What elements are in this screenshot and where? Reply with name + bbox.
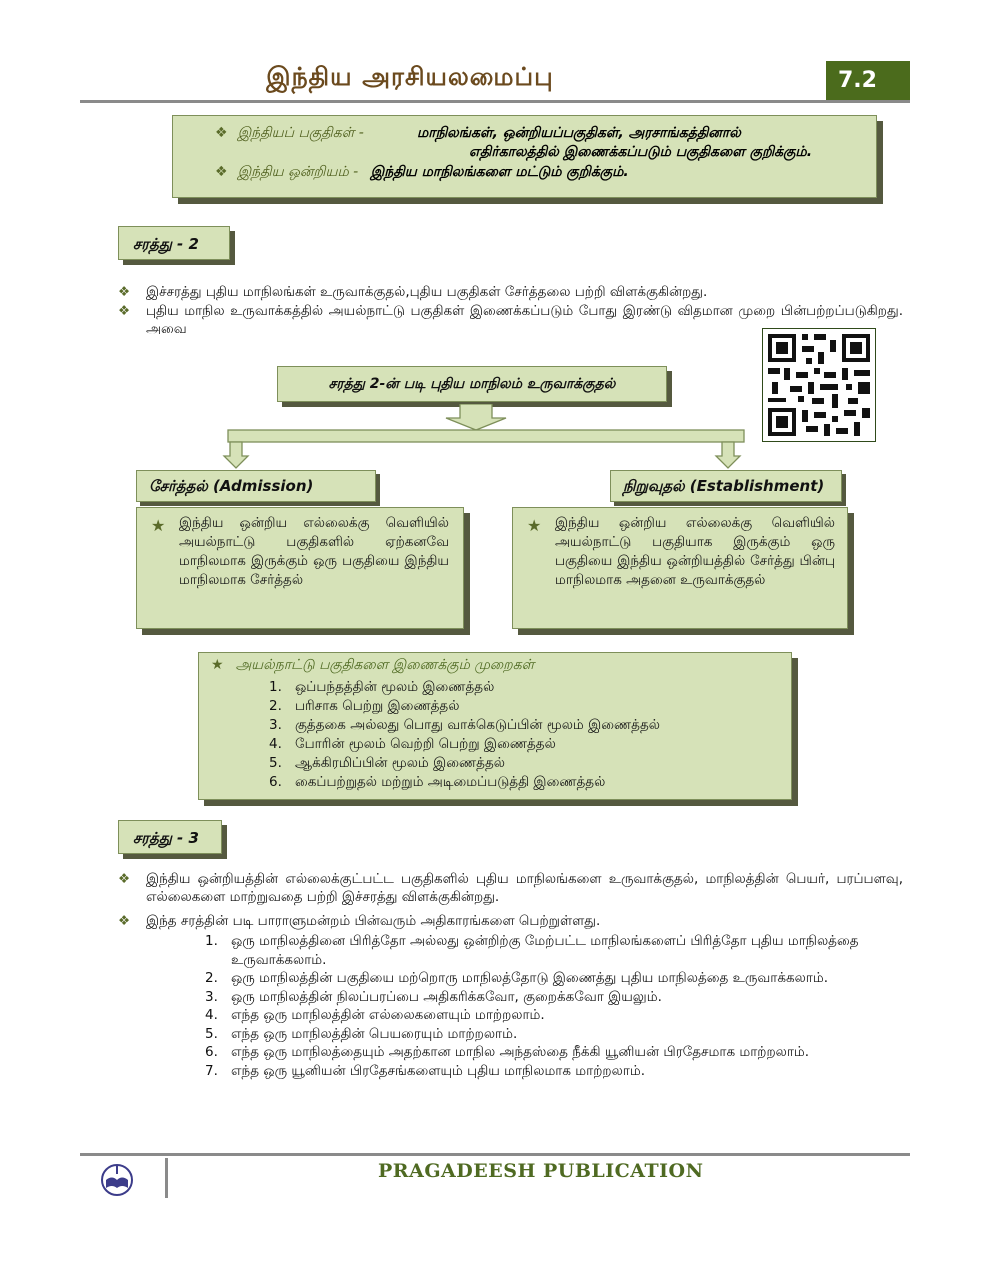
establishment-heading-box: நிறுவுதல் (Establishment) (610, 470, 842, 502)
list-item: 4. போரின் மூலம் வெற்றி பெற்று இணைத்தல் (269, 736, 556, 752)
down-arrow-icon (446, 404, 506, 430)
section-3-tag: சரத்து - 3 (118, 820, 222, 854)
qr-code[interactable] (762, 328, 876, 442)
publisher-logo (92, 1158, 142, 1200)
list-item: 5. எந்த ஒரு மாநிலத்தின் பெயரையும் மாற்றலாம். (205, 1025, 518, 1042)
definitions-note-box (172, 115, 877, 198)
section-3-paragraph-1: ❖ இந்திய ஒன்றியத்தின் எல்லைக்குட்பட்ட பகுதிகளில் புதிய மாநிலங்களை உருவாக்குதல், மாநிலத்தின் பெயர், பரப்பளவு, எல்லைகளை மாற்றுவதை பற்றி இச்சரத்து விளக்குகின்றது. (118, 871, 903, 905)
diamond-bullet-icon: ❖ (215, 164, 228, 180)
diamond-bullet-icon: ❖ (215, 125, 228, 141)
star-bullet-icon: ★ (527, 516, 542, 535)
list-item: 1. ஒப்பந்தத்தின் மூலம் இணைத்தல் (269, 679, 495, 695)
star-bullet-icon: ★ (151, 516, 166, 535)
page-header-title: இந்திய அரசியலமைப்பு (266, 62, 554, 91)
footer-divider (80, 1153, 910, 1156)
list-item: 5. ஆக்கிரமிப்பின் மூலம் இணைத்தல் (269, 755, 505, 771)
note-item-territory-definition-line2: எதிர்காலத்தில் இணைக்கப்படும் பகுதிகளை குறிக்கும். (469, 144, 813, 160)
section-2-tag: சரத்து - 2 (118, 226, 230, 260)
note-item-union: ❖ இந்திய ஒன்றியம் - இந்திய மாநிலங்களை மட்டும் குறிக்கும். (215, 164, 629, 180)
publisher-name: PRAGADEESH PUBLICATION (378, 1160, 704, 1182)
admission-description-box (136, 507, 464, 629)
list-item: 1. ஒரு மாநிலத்தினை பிரித்தோ அல்லது ஒன்றிற்கு மேற்பட்ட மாநிலங்களைப் பிரித்தோ புதிய மாநிலத்தை உருவாக்கலாம். (205, 933, 859, 968)
list-item: 2. பரிசாக பெற்று இணைத்தல் (269, 698, 460, 714)
list-item: 6. கைப்பற்றுதல் மற்றும் அடிமைப்படுத்தி இணைத்தல் (269, 774, 606, 790)
section-3-paragraph-2: ❖ இந்த சரத்தின் படி பாராளுமன்றம் பின்வரும் அதிகாரங்களை பெற்றுள்ளது. (118, 913, 601, 929)
footer-vertical-divider (165, 1158, 168, 1198)
diamond-bullet-icon: ❖ (118, 871, 131, 887)
establishment-description: இந்திய ஒன்றிய எல்லைக்கு வெளியில் அயல்நாட்டு பகுதியாக இருக்கும் ஒரு பகுதியை இந்திய ஒன்றியத்தில் சேர்த்து பின்பு மாநிலமாக அதனை உருவாக்குதல் (555, 515, 835, 588)
annexation-methods-title: ★ அயல்நாட்டு பகுதிகளை இணைக்கும் முறைகள் (211, 657, 535, 673)
note-item-territory: ❖ இந்தியப் பகுதிகள் - (215, 125, 364, 141)
list-item: 7. எந்த ஒரு யூனியன் பிரதேசங்களையும் புதிய மாநிலமாக மாற்றலாம். (205, 1062, 645, 1079)
list-item: 3. குத்தகை அல்லது பொது வாக்கெடுப்பின் மூலம் இணைத்தல் (269, 717, 660, 733)
section-2-paragraph-2: ❖ புதிய மாநில உருவாக்கத்தில் அயல்நாட்டு பகுதிகள் இணைக்கப்படும் போது இரண்டு விதமான முறை பின்பற்றப்படுகிறது. அவை (118, 303, 903, 337)
list-item: 2. ஒரு மாநிலத்தின் பகுதியை மற்றொரு மாநிலத்தோடு இணைத்து புதிய மாநிலத்தை உருவாக்கலாம். (205, 970, 829, 986)
annexation-methods-box (198, 652, 792, 800)
list-item: 4. எந்த ஒரு மாநிலத்தின் எல்லைகளையும் மாற்றலாம். (205, 1007, 545, 1023)
down-arrow-icon (224, 442, 248, 468)
list-item: 3. ஒரு மாநிலத்தின் நிலப்பரப்பை அதிகரிக்கவோ, குறைக்கவோ இயலும். (205, 988, 662, 1005)
establishment-description-box (512, 507, 848, 629)
list-item: 6. எந்த ஒரு மாநிலத்தையும் அதற்கான மாநில அந்தஸ்தை நீக்கி யூனியன் பிரதேசமாக மாற்றலாம். (205, 1044, 810, 1060)
note-item-territory-definition-line1: மாநிலங்கள், ஒன்றியப்பகுதிகள், அரசாங்கத்தினால் (417, 125, 741, 141)
header-divider (80, 100, 910, 103)
diamond-bullet-icon: ❖ (118, 303, 131, 319)
admission-heading-box: சேர்த்தல் (Admission) (136, 470, 376, 502)
down-arrow-icon (716, 442, 740, 468)
flowchart-title-box: சரத்து 2-ன் படி புதிய மாநிலம் உருவாக்குதல் (277, 366, 667, 402)
star-bullet-icon: ★ (211, 657, 224, 673)
flowchart-connectors (220, 404, 760, 470)
admission-description: இந்திய ஒன்றிய எல்லைக்கு வெளியில் அயல்நாட்டு பகுதிகளில் ஏற்கனவே மாநிலமாக இருக்கும் ஒரு பகுதியை இந்திய மாநிலமாக சேர்த்தல் (179, 515, 449, 588)
section-2-paragraph-1: ❖ இச்சரத்து புதிய மாநிலங்கள் உருவாக்குதல்,புதிய பகுதிகள் சேர்த்தலை பற்றி விளக்குகின்றது. (118, 284, 708, 300)
note-item-union-definition: இந்திய மாநிலங்களை மட்டும் குறிக்கும். (370, 164, 629, 180)
chapter-number-badge: 7.2 (826, 61, 910, 101)
parliament-powers-list (205, 932, 905, 1080)
diamond-bullet-icon: ❖ (118, 284, 131, 300)
diamond-bullet-icon: ❖ (118, 913, 131, 929)
annexation-methods-list (269, 678, 789, 792)
